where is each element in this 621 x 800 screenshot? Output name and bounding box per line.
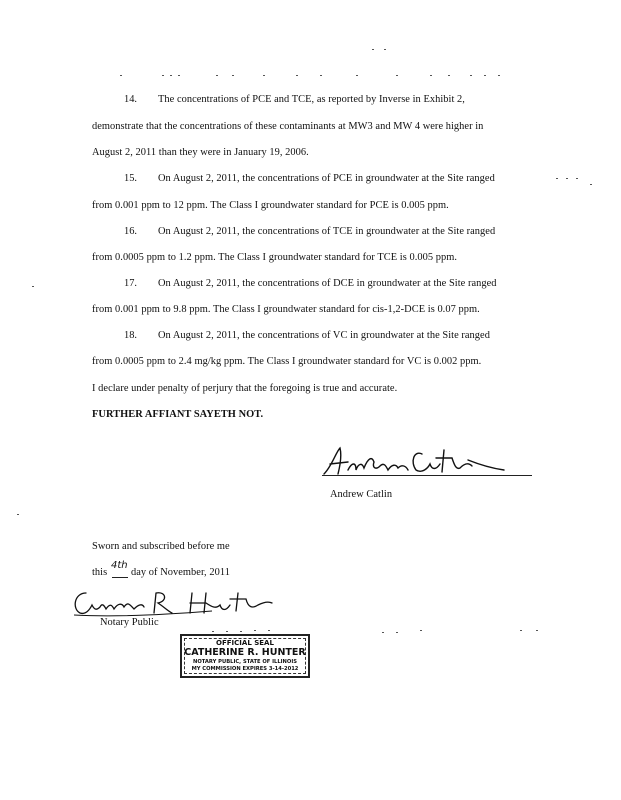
paragraph-line: from 0.0005 ppm to 2.4 mg/kg ppm. The Class I groundwater standard for VC is 0.002 ppm.: [92, 356, 482, 367]
paragraph-line: demonstrate that the concentrations of these contaminants at MW3 and MW 4 were higher in: [92, 121, 484, 132]
paragraph-number: 15.: [124, 173, 137, 184]
seal-state: NOTARY PUBLIC, STATE OF ILLINOIS: [193, 658, 297, 665]
paragraph-number: 17.: [124, 278, 137, 289]
signature-line: [322, 475, 532, 476]
seal-name: CATHERINE R. HUNTER: [184, 647, 306, 658]
perjury-declaration: I declare under penalty of perjury that the foregoing is true and accurate.: [92, 383, 398, 394]
paragraph-line: On August 2, 2011, the concentrations of PCE in groundwater at the Site ranged: [158, 173, 495, 184]
paragraph-line: On August 2, 2011, the concentrations of VC in groundwater at the Site ranged: [158, 330, 490, 341]
paragraph-number: 18.: [124, 330, 137, 341]
notary-signature: [72, 587, 282, 619]
notary-seal: [180, 634, 310, 678]
notary-public-label: Notary Public: [100, 617, 159, 628]
paragraph-line: The concentrations of PCE and TCE, as reported by Inverse in Exhibit 2,: [158, 94, 465, 105]
jurat-line: Sworn and subscribed before me: [92, 541, 230, 552]
day-underline: [112, 577, 128, 578]
seal-title: OFFICIAL SEAL: [216, 639, 274, 647]
closing-statement: FURTHER AFFIANT SAYETH NOT.: [92, 409, 264, 420]
jurat-this: this: [92, 567, 108, 578]
paragraph-line: from 0.001 ppm to 12 ppm. The Class I groundwater standard for PCE is 0.005 ppm.: [92, 200, 449, 211]
paragraph-line: from 0.0005 ppm to 1.2 ppm. The Class I groundwater standard for TCE is 0.005 ppm.: [92, 252, 458, 263]
affiant-name: Andrew Catlin: [330, 489, 393, 500]
paragraph-line: August 2, 2011 than they were in January 19, 2006.: [92, 147, 309, 158]
paragraph-number: 16.: [124, 226, 137, 237]
paragraph-line: from 0.001 ppm to 9.8 ppm. The Class I groundwater standard for cis-1,2-DCE is 0.07 ppm.: [92, 304, 480, 315]
affiant-signature: [318, 440, 518, 480]
paragraph-number: 14.: [124, 94, 137, 105]
paragraph-line: On August 2, 2011, the concentrations of TCE in groundwater at the Site ranged: [158, 226, 496, 237]
jurat-day-handwritten: 4th: [111, 560, 128, 571]
jurat-date: day of November, 2011: [131, 567, 230, 578]
paragraph-line: On August 2, 2011, the concentrations of DCE in groundwater at the Site ranged: [158, 278, 497, 289]
seal-expiration: MY COMMISSION EXPIRES 3-14-2012: [191, 665, 299, 672]
